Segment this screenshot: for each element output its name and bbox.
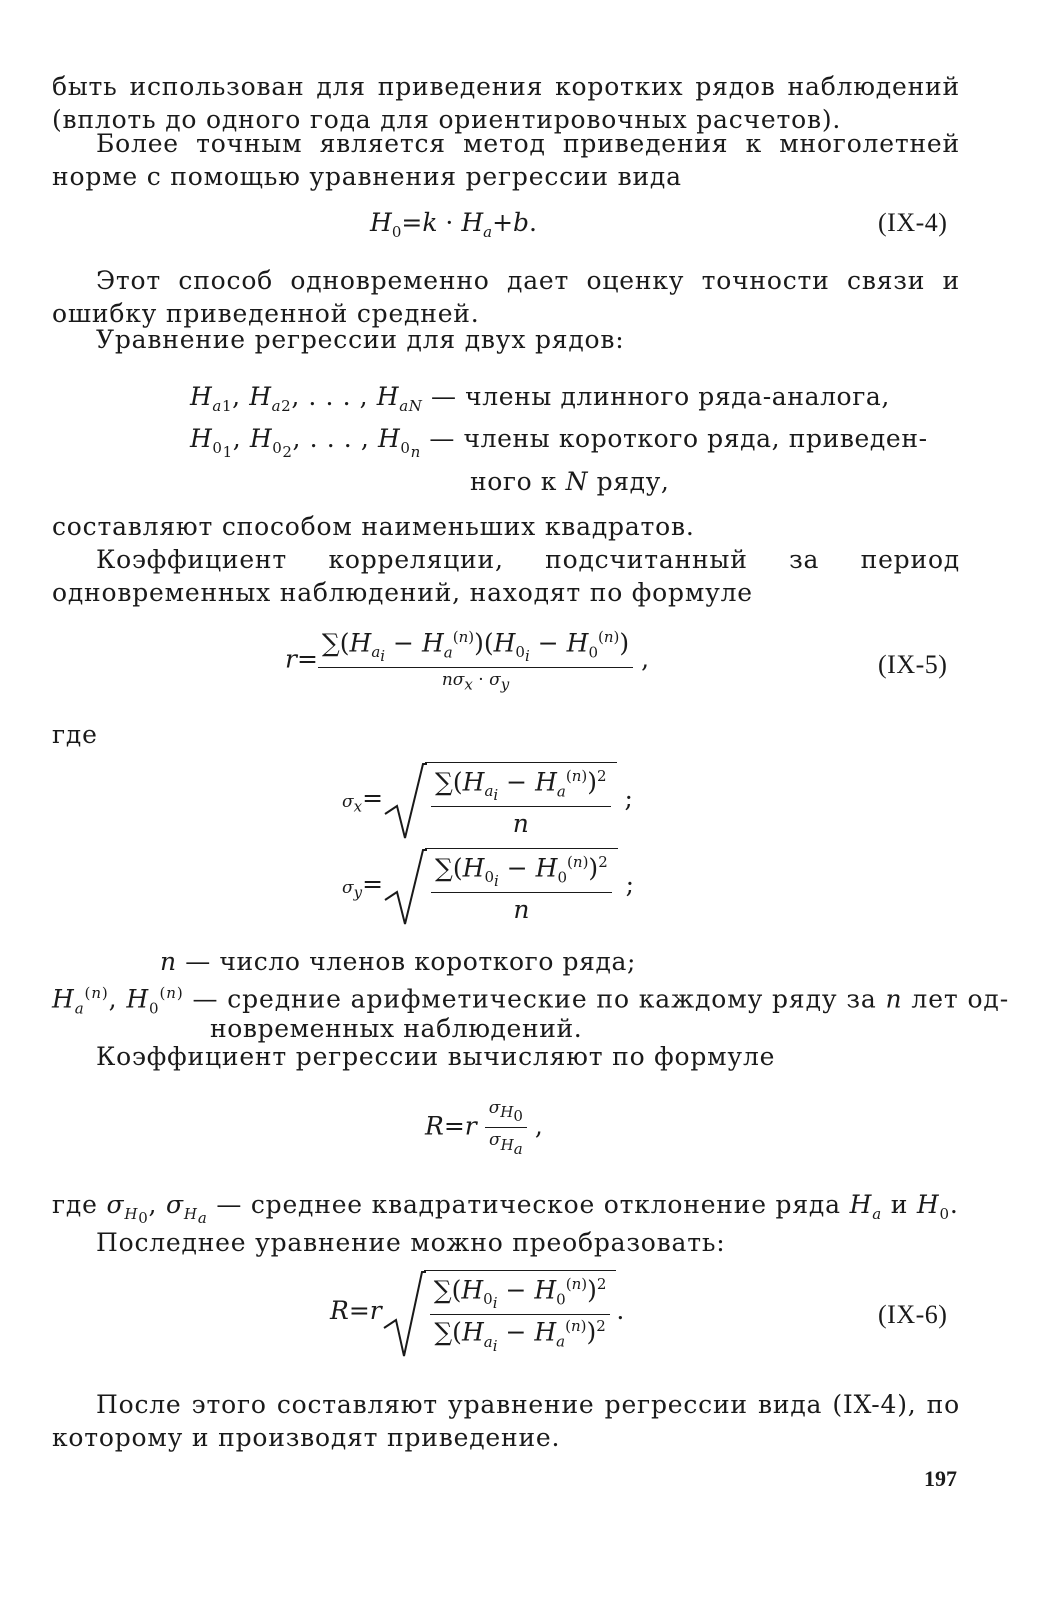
sqrt-ratio: $\frac{\sum(H_{0_i} - H_0^{(n)})^2}{\sum(H_{a_i} - H_a^{(n)})^2}$ [382,1270,617,1355]
sigma-ratio-fraction: $\frac{\sigma_{H_0}}{\sigma_{H_a}}$ [485,1098,527,1158]
legend-means-cont: новременных наблюдений. [210,1014,583,1043]
paragraph-where: где [52,720,98,749]
legend-means: $H_a^{(n)}$, $H_0^{(n)}$ — средние арифметические по каждому ряду за n лет од- [52,984,1010,1018]
equation-sigma-y: $\sigma_y=$ $\frac{\sum(H_{0_i} - H_0^{(n)})^2}{n}$ ; [342,848,634,924]
paragraph-transform: Последнее уравнение можно преобразовать: [96,1228,726,1257]
equation-number-ix-4: (IX-4) [878,208,948,237]
equation-regression-coefficient: R=r $\frac{\sigma_{H_0}}{\sigma_{H_a}}$ , [425,1098,543,1158]
paragraph-continuation: быть использован для приведения коротких рядов наблюдений (вплоть до одного года для ориентировочных расчетов). [52,72,960,134]
equation-number-ix-5: (IX-5) [878,650,948,679]
series-short-desc: — члены короткого ряда, приведен- [429,424,928,453]
equation-sigma-x: $\sigma_x=$ $\frac{\sum(H_{a_i} - H_a^{(n)})^2}{n}$ ; [342,762,633,838]
series-short-definition: $H_{0_1}$, $H_{0_2}$, . . . , $H_{0_n}$ — члены короткого ряда, приведен- [190,424,928,461]
paragraph-correlation: Коэффициент корреляции, подсчитанный за период одновременных наблюдений, находят по формуле [52,545,960,607]
paragraph-conclusion: После этого составляют уравнение регрессии вида (IX-4), по которому и производят приведение. [52,1390,960,1452]
paragraph-sigma-definition: где $\sigma_{H_0}$, $\sigma_{H_a}$ — среднее квадратическое отклонение ряда $H_a$ и $H_0$. [52,1190,959,1227]
sqrt-sigma-y: $\frac{\sum(H_{0_i} - H_0^{(n)})^2}{n}$ [383,848,618,924]
paragraph-regression-coefficient: Коэффициент регрессии вычисляют по формуле [96,1042,776,1071]
paragraph-two-series: Уравнение регрессии для двух рядов: [96,325,625,354]
equation-number-ix-6: (IX-6) [878,1300,948,1329]
series-short-definition-cont: ного к N ряду, [470,467,670,496]
equation-ix-6: R=r $\frac{\sum(H_{0_i} - H_0^{(n)})^2}{\sum(H_{a_i} - H_a^{(n)})^2}$ . [330,1270,624,1355]
radical-sign-icon [383,848,427,928]
correlation-fraction: $\frac{\sum(H_{a_i} - H_a^{(n)})(H_{0_i} - H_0^{(n)})}{n\sigma_x \cdot \sigma_y}$ [318,628,633,694]
page-number: 197 [924,1466,957,1491]
paragraph-accuracy: Этот способ одновременно дает оценку точности связи и ошибку приведенной средней. [52,266,960,328]
equation-ix-4: $H_0=k \cdot H_a+b$. [370,208,537,241]
series-long-definition: $H_{a1}$, $H_{a2}$, . . . , $H_{aN}$ — члены длинного ряда-аналога, [190,382,890,415]
legend-n: n — число членов короткого ряда; [160,947,637,976]
paragraph-regression-method: Более точным является метод приведения к многолетней норме с помощью уравнения регрессии вида [52,129,960,191]
paragraph-least-squares: составляют способом наименьших квадратов. [52,512,695,541]
sqrt-sigma-x: $\frac{\sum(H_{a_i} - H_a^{(n)})^2}{n}$ [383,762,617,838]
radical-sign-icon [382,1270,426,1360]
equation-ix-5: r= $\frac{\sum(H_{a_i} - H_a^{(n)})(H_{0_i} - H_0^{(n)})}{n\sigma_x \cdot \sigma_y}$ , [285,628,650,694]
series-long-desc: — члены длинного ряда-аналога, [431,382,890,411]
radical-sign-icon [383,762,427,842]
